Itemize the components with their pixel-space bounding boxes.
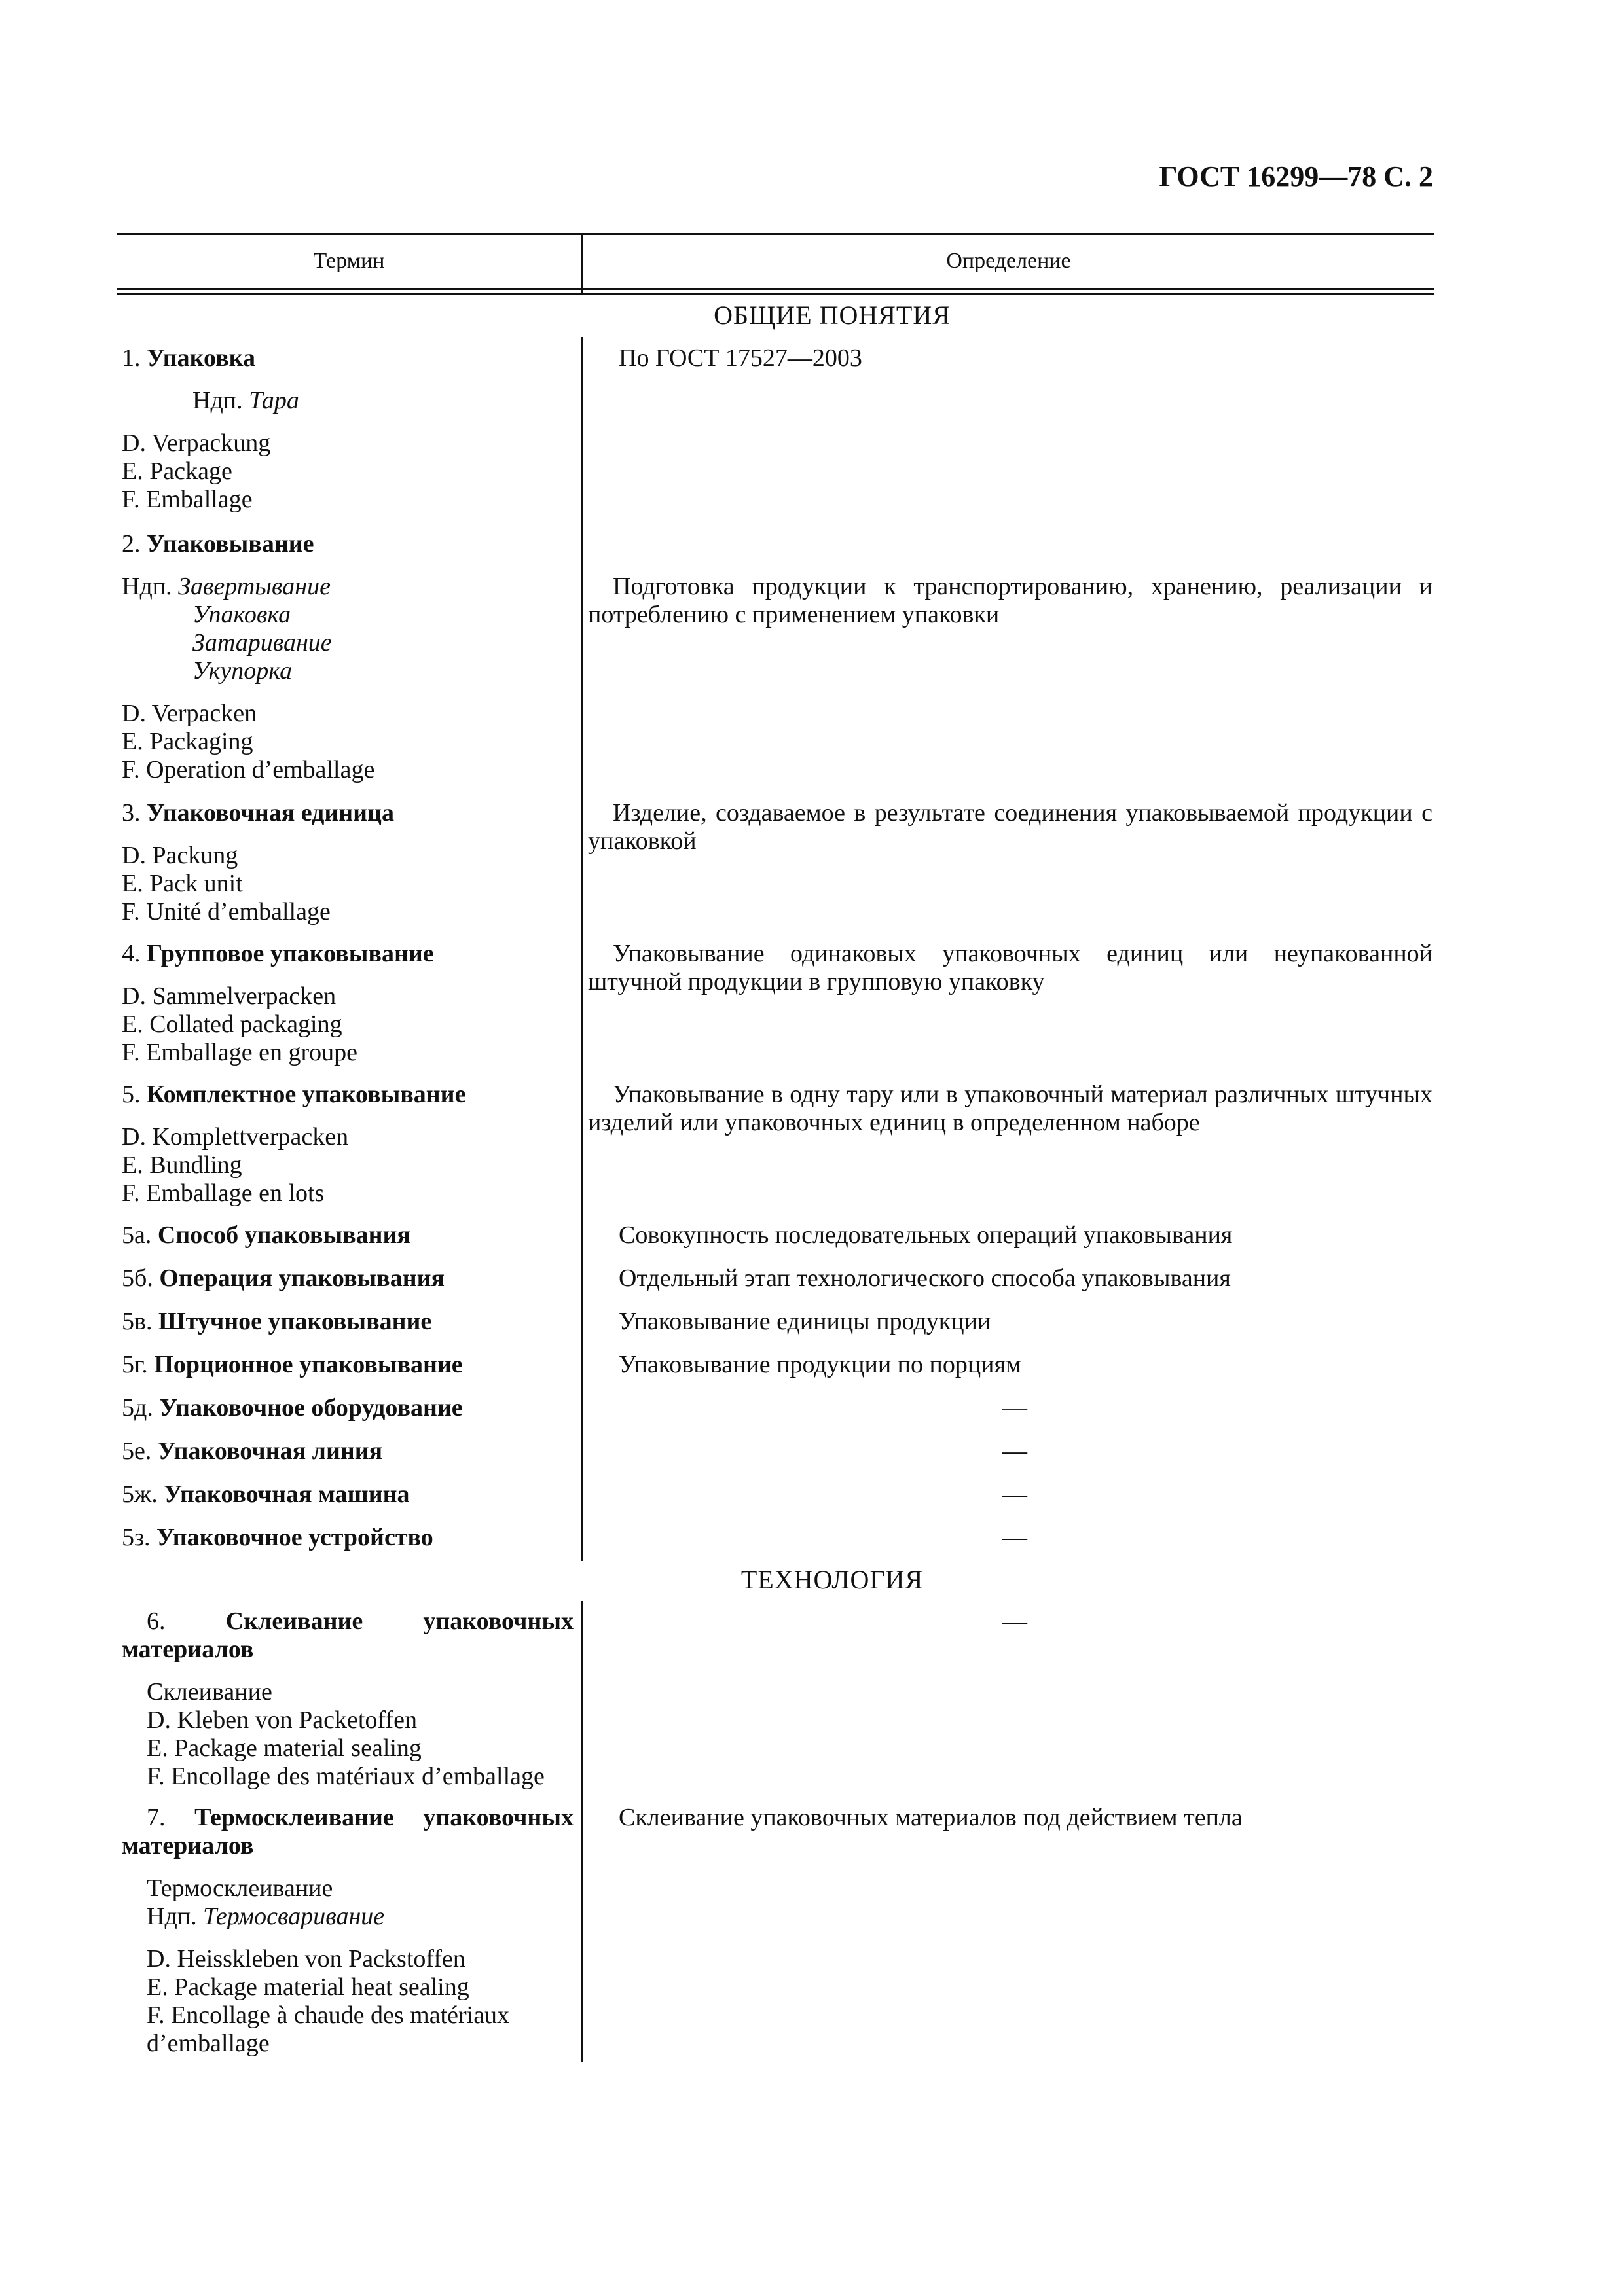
section-heading: ОБЩИЕ ПОНЯТИЯ bbox=[714, 300, 951, 330]
definition: — bbox=[1002, 1524, 1027, 1551]
term-entry: 4. Групповое упаковывание D. Sammelverpacken E. Collated packaging F. Emballage en groupe bbox=[122, 940, 434, 1066]
term-entry: 5а. Способ упаковывания bbox=[122, 1221, 410, 1249]
term-entry: 2. Упаковывание Ндп. Завертывание Упаковка Затаривание Укупорка D. Verpacken E. Packaging F. Operation d’emballage bbox=[122, 530, 375, 783]
term-entry: 5е. Упаковочная линия bbox=[122, 1437, 383, 1465]
table-header-rule bbox=[117, 288, 1434, 290]
column-divider bbox=[581, 337, 583, 1561]
definition: Изделие, создаваемое в результате соединения упаковываемой продукции с упаковкой bbox=[588, 799, 1432, 855]
definition: Склеивание упаковочных материалов под действием тепла bbox=[619, 1804, 1243, 1831]
definition: Упаковывание одинаковых упаковочных единиц или неупакованной штучной продукции в групповую упаковку bbox=[588, 940, 1432, 996]
definition: — bbox=[1002, 1480, 1027, 1508]
column-header-term: Термин bbox=[313, 249, 385, 273]
section-heading: ТЕХНОЛОГИЯ bbox=[740, 1565, 924, 1594]
term-entry: 5г. Порционное упаковывание bbox=[122, 1351, 463, 1378]
definition: Упаковывание продукции по порциям bbox=[619, 1351, 1022, 1378]
term-entry: 5в. Штучное упаковывание bbox=[122, 1308, 432, 1335]
term-entry: 5д. Упаковочное оборудование bbox=[122, 1394, 463, 1422]
definition: — bbox=[1002, 1607, 1027, 1635]
term-entry: 7. Термосклеивание упаковочных материалов Термосклеивание Ндп. Термосваривание D. Heisskleben von Packstoffen E. Package material heat sealing F. Encollage à chaude des matériaux d’emballage bbox=[122, 1804, 574, 2057]
term-entry: 5з. Упаковочное устройство bbox=[122, 1524, 433, 1551]
column-header-definition: Определение bbox=[946, 249, 1071, 273]
definition: По ГОСТ 17527—2003 bbox=[619, 344, 862, 372]
page-header: ГОСТ 16299—78 С. 2 bbox=[1159, 160, 1433, 192]
definition: Упаковывание в одну тару или в упаковочный материал различных штучных изделий или упаковочных единиц в определенном наборе bbox=[588, 1081, 1432, 1136]
term-entry: 5ж. Упаковочная машина bbox=[122, 1480, 410, 1508]
term-entry: 5. Комплектное упаковывание D. Komplettverpacken E. Bundling F. Emballage en lots bbox=[122, 1081, 466, 1207]
table-top-rule bbox=[117, 233, 1434, 235]
term-entry: 3. Упаковочная единица D. Packung E. Pack unit F. Unité d’emballage bbox=[122, 799, 394, 925]
definition: Совокупность последовательных операций упаковывания bbox=[619, 1221, 1233, 1249]
definition: — bbox=[1002, 1437, 1027, 1465]
definition: Упаковывание единицы продукции bbox=[619, 1308, 991, 1335]
table-header-rule-2 bbox=[117, 293, 1434, 295]
definition: Отдельный этап технологического способа упаковывания bbox=[619, 1265, 1231, 1292]
term-entry: 6. Склеивание упаковочных материалов Склеивание D. Kleben von Packetoffen E. Package material sealing F. Encollage des matériaux d’emballage bbox=[122, 1607, 574, 1790]
term-entry: 5б. Операция упаковывания bbox=[122, 1265, 445, 1292]
column-divider bbox=[581, 1601, 583, 2062]
definition: — bbox=[1002, 1394, 1027, 1422]
term-entry: 1. Упаковка Ндп. Тара D. Verpackung E. Package F. Emballage bbox=[122, 344, 299, 513]
definition: Подготовка продукции к транспортированию, хранению, реализации и потреблению с применением упаковки bbox=[588, 573, 1432, 628]
